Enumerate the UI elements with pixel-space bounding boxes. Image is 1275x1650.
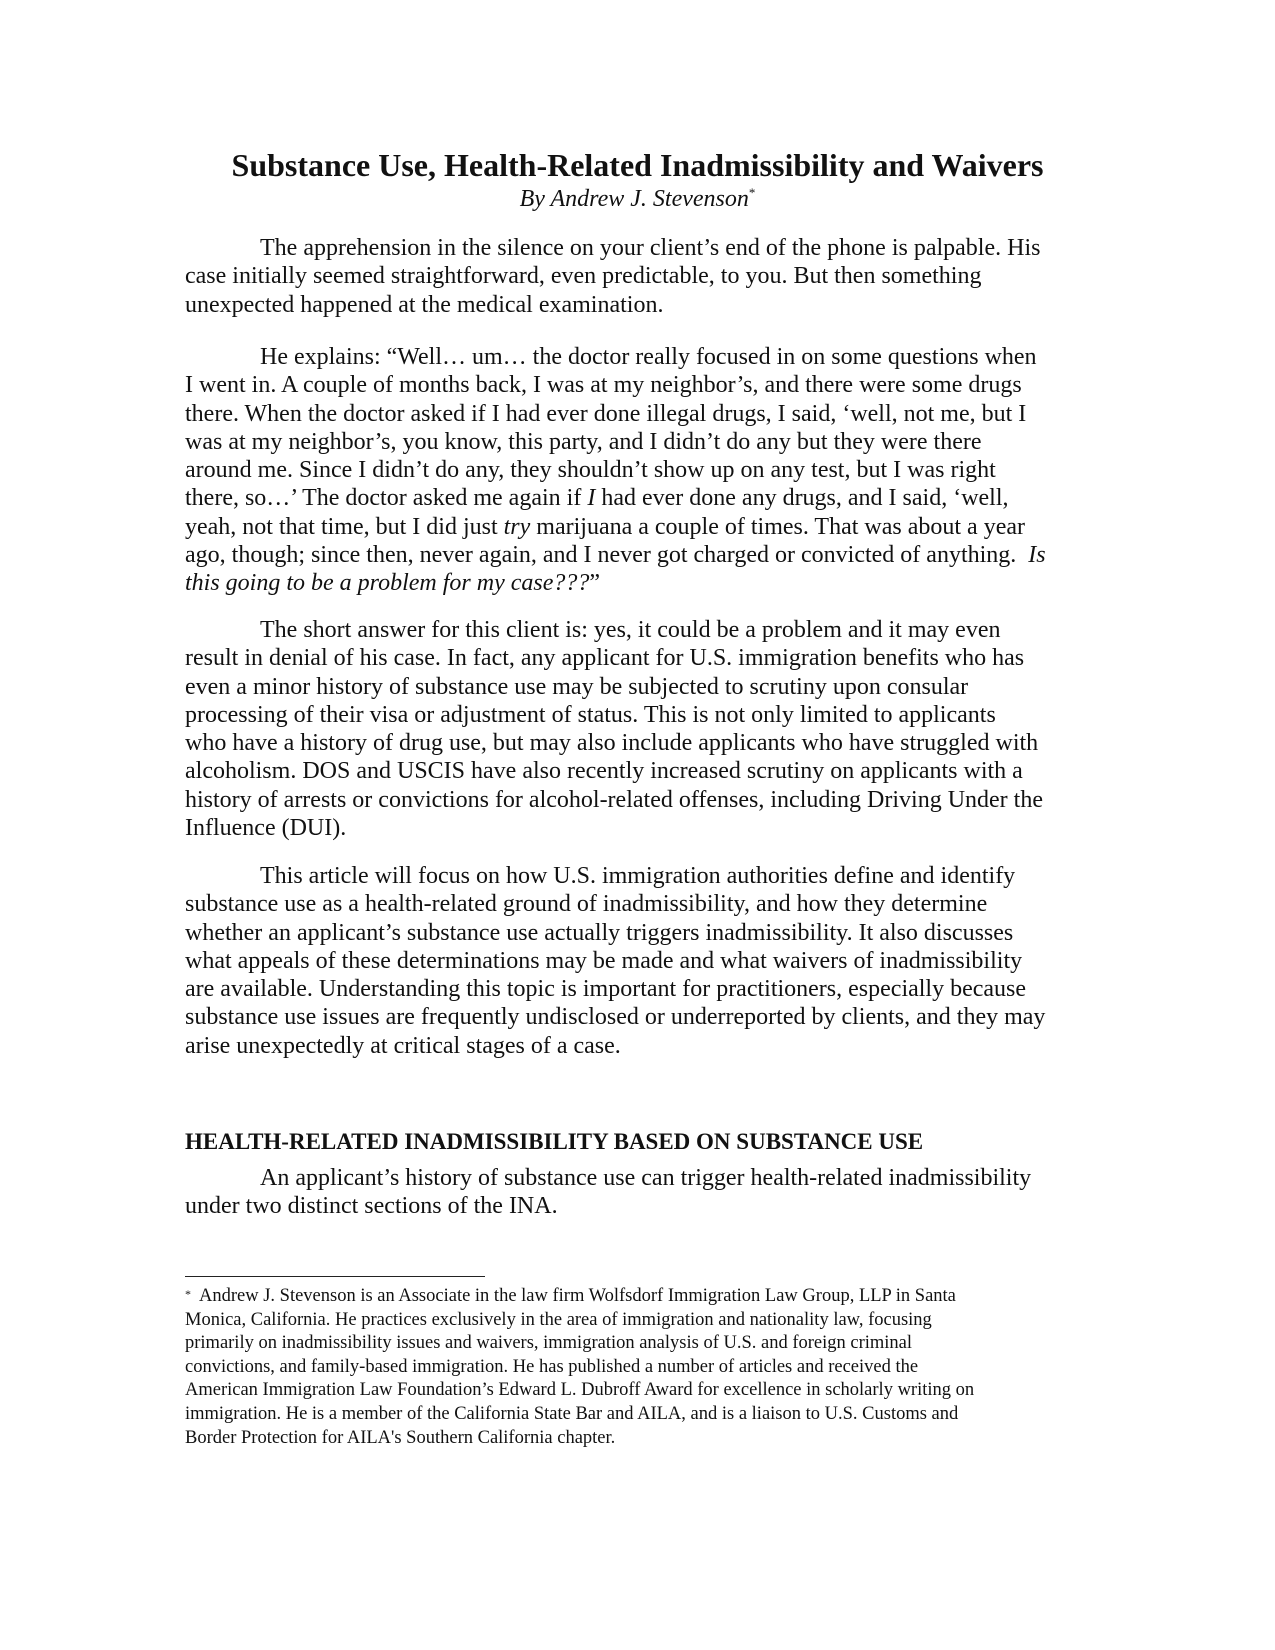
paragraph-line: was at my neighbor’s, you know, this party, and I didn’t do any but they were there	[185, 428, 982, 455]
footnote-line: American Immigration Law Foundation’s Edward L. Dubroff Award for excellence in scholarly writing on	[185, 1380, 975, 1401]
italic-text: I	[587, 485, 596, 512]
paragraph-line: Influence (DUI).	[185, 815, 347, 842]
paragraph-line: result in denial of his case. In fact, any applicant for U.S. immigration benefits who has	[185, 645, 1025, 672]
italic-text: this going to be a problem for my case???	[185, 570, 590, 597]
footnote-marker: *	[185, 1287, 191, 1301]
text-run: ”	[589, 570, 601, 597]
footnote-line: convictions, and family-based immigration. He has published a number of articles and received the	[185, 1356, 919, 1377]
footnote-line: Border Protection for AILA's Southern California chapter.	[185, 1427, 616, 1448]
italic-text: Is	[1028, 542, 1046, 569]
text-run: ago, though; since then, never again, and I never got charged or convicted of anything.	[185, 542, 1029, 569]
byline	[0, 185, 1275, 213]
paragraph-line: I went in. A couple of months back, I was at my neighbor’s, and there were some drugs	[185, 372, 1022, 399]
paragraph-4	[185, 862, 1085, 1060]
paragraph-line: are available. Understanding this topic is important for practitioners, especially because	[185, 976, 1027, 1003]
footnote-separator	[185, 1276, 485, 1277]
footnote-text: Andrew J. Stevenson is an Associate in the law firm Wolfsdorf Immigration Law Group, LLP in Santa	[199, 1286, 956, 1306]
footnote-line: primarily on inadmissibility issues and waivers, immigration analysis of U.S. and foreign criminal	[185, 1333, 913, 1354]
paragraph-line: An applicant’s history of substance use can trigger health-related inadmissibility	[260, 1165, 1032, 1191]
paragraph-line: there. When the doctor asked if I had ever done illegal drugs, I said, ‘well, not me, but I	[185, 400, 1027, 427]
paragraph-line	[185, 484, 1085, 512]
paragraph-1	[185, 234, 1085, 319]
byline-author: By Andrew J. Stevenson	[519, 186, 749, 212]
paragraph-line	[185, 569, 1085, 597]
footnote-line: immigration. He is a member of the California State Bar and AILA, and is a liaison to U.S. Customs and	[185, 1403, 959, 1424]
italic-text: try	[503, 513, 531, 540]
paragraph-line: He explains: “Well… um… the doctor really focused in on some questions when	[260, 344, 1037, 370]
footnote-line: Monica, California. He practices exclusively in the area of immigration and nationality law, focusing	[185, 1309, 932, 1330]
paragraph-line: substance use as a health-related ground of inadmissibility, and how they determine	[185, 891, 988, 918]
paragraph-line: even a minor history of substance use may be subjected to scrutiny upon consular	[185, 673, 969, 700]
text-run: there, so…’ The doctor asked me again if	[185, 485, 588, 512]
paragraph-line: case initially seemed straightforward, even predictable, to you. But then something	[185, 263, 982, 290]
text-run: had ever done any drugs, and I said, ‘well,	[595, 485, 1009, 512]
paragraph-line: This article will focus on how U.S. immigration authorities define and identify	[260, 863, 1016, 889]
paragraph-line: arise unexpectedly at critical stages of a case.	[185, 1032, 621, 1059]
paragraph-line: substance use issues are frequently undisclosed or underreported by clients, and they may	[185, 1004, 1046, 1031]
paragraph-line: unexpected happened at the medical examination.	[185, 291, 664, 318]
paragraph-line: who have a history of drug use, but may also include applicants who have struggled with	[185, 730, 1039, 757]
text-run: yeah, not that time, but I did just	[185, 513, 504, 540]
byline-footnote-marker: *	[748, 185, 756, 200]
paragraph-line: history of arrests or convictions for alcohol-related offenses, including Driving Under the	[185, 786, 1043, 813]
footnote	[185, 1285, 1085, 1450]
footnote-line	[185, 1285, 1085, 1309]
paragraph-line: The apprehension in the silence on your client’s end of the phone is palpable. His	[260, 235, 1041, 261]
paragraph-5	[185, 1164, 1085, 1221]
paragraph-line: what appeals of these determinations may be made and what waivers of inadmissibility	[185, 947, 1023, 974]
paragraph-2	[185, 343, 1085, 598]
section-heading: HEALTH-RELATED INADMISSIBILITY BASED ON SUBSTANCE USE	[185, 1129, 924, 1154]
paragraph-line: alcoholism. DOS and USCIS have also recently increased scrutiny on applicants with a	[185, 758, 1023, 785]
paragraph-line: under two distinct sections of the INA.	[185, 1193, 558, 1220]
document-title: Substance Use, Health-Related Inadmissibility and Waivers	[231, 147, 1044, 183]
paragraph-3	[185, 616, 1085, 842]
paragraph-line: around me. Since I didn’t do any, they shouldn’t show up on any test, but I was right	[185, 457, 996, 484]
text-run: marijuana a couple of times. That was about a year	[530, 513, 1026, 540]
paragraph-line: whether an applicant’s substance use actually triggers inadmissibility. It also discusses	[185, 919, 1014, 946]
paragraph-line: The short answer for this client is: yes, it could be a problem and it may even	[260, 617, 1001, 643]
paragraph-line: processing of their visa or adjustment of status. This is not only limited to applicants	[185, 701, 996, 728]
paragraph-line	[185, 513, 1085, 541]
paragraph-line	[185, 541, 1085, 569]
